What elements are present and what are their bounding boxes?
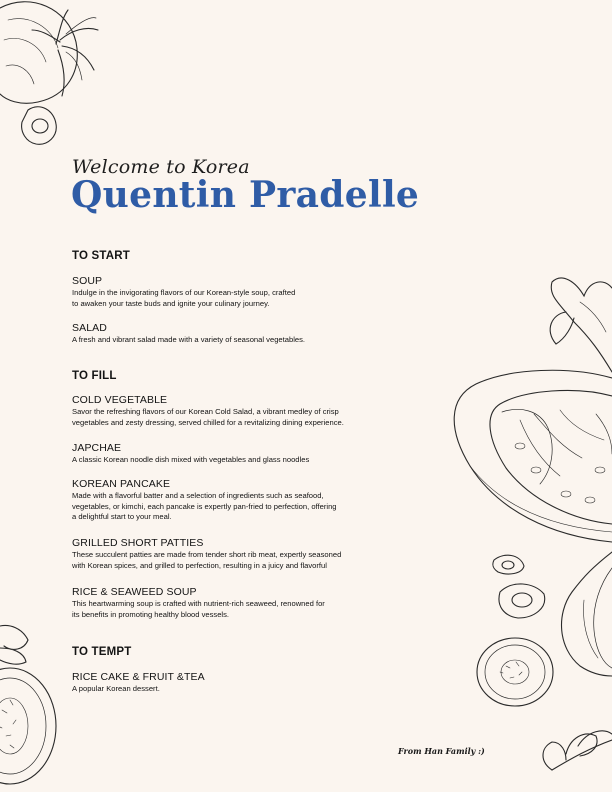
description-line: These succulent patties are made from tender short rib meat, expertly seasoned bbox=[72, 550, 342, 559]
description-line: A popular Korean dessert. bbox=[72, 684, 160, 693]
description-line: a delightful start to your meal. bbox=[72, 512, 172, 522]
item-description bbox=[72, 684, 402, 695]
description-line: vegetables, or kimchi, each pancake is expertly pan-fried to perfection, offering bbox=[72, 501, 337, 511]
item-name: COLD VEGETABLE bbox=[72, 394, 168, 406]
item-description bbox=[72, 335, 402, 346]
description-line: with Korean spices, and grilled to perfection, resulting in a juicy and flavorful bbox=[72, 560, 327, 570]
menu-item-korean-pancake bbox=[72, 478, 402, 523]
description-line: This heartwarming soup is crafted with nutrient-rich seaweed, renowned for bbox=[72, 599, 325, 608]
item-name: RICE & SEAWEED SOUP bbox=[72, 586, 197, 598]
menu-item-soup bbox=[72, 275, 402, 309]
parsley-icon bbox=[543, 731, 612, 770]
menu-item-cold-vegetable bbox=[72, 394, 402, 428]
welcome-heading: Welcome to Korea bbox=[72, 156, 250, 178]
description-line: A fresh and vibrant salad made with a variety of seasonal vegetables. bbox=[72, 335, 306, 344]
item-name: GRILLED SHORT PATTIES bbox=[72, 537, 204, 549]
section-title-to-tempt: TO TEMPT bbox=[72, 646, 132, 658]
onion-icon bbox=[562, 552, 612, 676]
description-line: Made with a flavorful batter and a selection of ingredients such as seafood, bbox=[72, 491, 324, 500]
item-description bbox=[72, 407, 402, 428]
item-name: SOUP bbox=[72, 275, 103, 287]
item-name: SALAD bbox=[72, 322, 107, 334]
item-description bbox=[72, 288, 402, 309]
tomato-slice-icon bbox=[22, 107, 57, 144]
cucumber-slice-icon bbox=[477, 638, 553, 706]
menu-item-salad bbox=[72, 322, 402, 346]
tomato-slice-icon bbox=[499, 584, 545, 618]
menu-item-rice-cake bbox=[72, 671, 402, 695]
menu-item-rice-seaweed-soup bbox=[72, 586, 402, 620]
parsley-icon bbox=[550, 278, 612, 372]
page-title: Quentin Pradelle bbox=[71, 174, 420, 216]
description-line: A classic Korean noodle dish mixed with vegetables and glass noodles bbox=[72, 455, 310, 464]
description-line: Savor the refreshing flavors of our Korean Cold Salad, a vibrant medley of crisp bbox=[72, 407, 339, 416]
item-name: JAPCHAE bbox=[72, 442, 122, 454]
section-title-to-start: TO START bbox=[72, 250, 131, 262]
section-title-to-fill: TO FILL bbox=[72, 370, 117, 382]
item-name: RICE CAKE & FRUIT &TEA bbox=[72, 671, 205, 683]
tomato-half-icon bbox=[454, 370, 612, 542]
description-line: to awaken your taste buds and ignite your culinary journey. bbox=[72, 298, 270, 308]
cucumber-slice-icon bbox=[0, 668, 56, 784]
description-line: vegetables and zesty dressing, served chilled for a revitalizing dining experience. bbox=[72, 417, 344, 427]
item-name: KOREAN PANCAKE bbox=[72, 478, 171, 490]
parsley-icon bbox=[0, 626, 28, 665]
description-line: Indulge in the invigorating flavors of our Korean-style soup, crafted bbox=[72, 288, 296, 297]
menu-item-japchae bbox=[72, 442, 402, 466]
signature: From Han Family :) bbox=[398, 746, 485, 756]
menu-item-grilled-short-patties bbox=[72, 537, 402, 571]
item-description bbox=[72, 599, 402, 620]
description-line: its benefits in promoting healthy blood vessels. bbox=[72, 609, 230, 619]
item-description bbox=[72, 550, 402, 571]
tomato-icon bbox=[0, 2, 98, 104]
item-description bbox=[72, 491, 402, 523]
tomato-slice-icon bbox=[493, 555, 524, 574]
item-description bbox=[72, 455, 402, 466]
